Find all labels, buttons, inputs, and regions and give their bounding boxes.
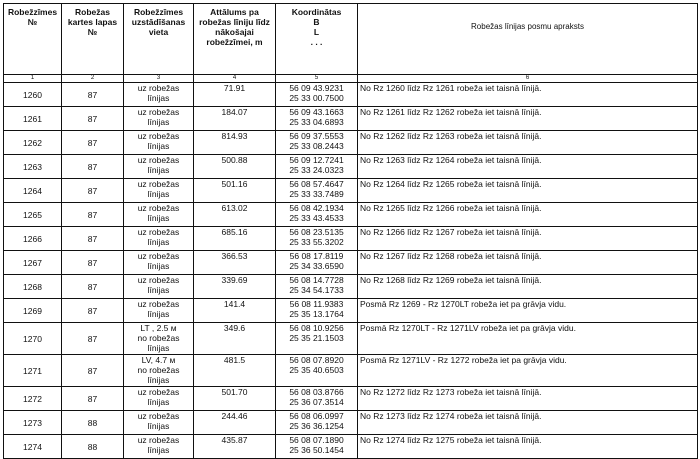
coordinate-b: 56 09 12.7241 bbox=[289, 155, 344, 165]
column-number-row bbox=[4, 75, 698, 83]
mark-number: 1268 bbox=[4, 275, 62, 299]
placement-line-2: līnijas bbox=[147, 421, 170, 431]
placement-line-2: līnijas bbox=[147, 309, 170, 319]
placement-line-1: uz robežas bbox=[137, 227, 180, 237]
segment-description: No Rz 1267 līdz Rz 1268 robeža iet taisnā līnijā. bbox=[358, 251, 698, 275]
distance-value: 349.6 bbox=[194, 323, 276, 355]
column-number: 2 bbox=[62, 75, 124, 83]
segment-description: No Rz 1260 līdz Rz 1261 robeža iet taisnā līnijā. bbox=[358, 83, 698, 107]
placement-line-1: uz robežas bbox=[137, 387, 180, 397]
mark-number: 1274 bbox=[4, 435, 62, 459]
coordinate-b: 56 08 42.1934 bbox=[289, 203, 344, 213]
placement-line-2: līnijas bbox=[147, 445, 170, 455]
coordinate-l: 25 33 33.7489 bbox=[289, 189, 344, 199]
map-sheet-number: 87 bbox=[62, 355, 124, 387]
coordinate-l: 25 34 33.6590 bbox=[289, 261, 344, 271]
placement-cell bbox=[124, 299, 194, 323]
header-coordinates bbox=[276, 4, 358, 75]
segment-description: No Rz 1264 līdz Rz 1265 robeža iet taisnā līnijā. bbox=[358, 179, 698, 203]
table-row bbox=[4, 203, 698, 227]
coordinate-b: 56 08 17.8119 bbox=[289, 251, 344, 261]
map-sheet-number: 87 bbox=[62, 227, 124, 251]
mark-number: 1271 bbox=[4, 355, 62, 387]
map-sheet-number: 88 bbox=[62, 435, 124, 459]
placement-line-1: uz robežas bbox=[137, 155, 180, 165]
column-number: 1 bbox=[4, 75, 62, 83]
mark-number: 1265 bbox=[4, 203, 62, 227]
distance-value: 435.87 bbox=[194, 435, 276, 459]
table-row bbox=[4, 387, 698, 411]
placement-line-1: no robežas bbox=[137, 365, 180, 375]
map-sheet-number: 87 bbox=[62, 323, 124, 355]
mark-number: 1263 bbox=[4, 155, 62, 179]
coordinates-cell bbox=[276, 411, 358, 435]
coordinate-b: 56 08 11.9383 bbox=[289, 299, 344, 309]
header-coordinates-title: Koordinātas bbox=[291, 7, 342, 17]
segment-description: Posmā Rz 1269 - Rz 1270LT robeža iet pa grāvja vidu. bbox=[358, 299, 698, 323]
placement-line-2: līnijas bbox=[147, 213, 170, 223]
coordinates-cell bbox=[276, 435, 358, 459]
map-sheet-number: 87 bbox=[62, 107, 124, 131]
coordinates-cell bbox=[276, 355, 358, 387]
map-sheet-number: 87 bbox=[62, 251, 124, 275]
table-row bbox=[4, 355, 698, 387]
mark-number: 1269 bbox=[4, 299, 62, 323]
coordinate-b: 56 08 10.9256 bbox=[289, 323, 344, 333]
boundary-marks-table bbox=[3, 3, 698, 459]
mark-number: 1261 bbox=[4, 107, 62, 131]
segment-description: No Rz 1266 līdz Rz 1267 robeža iet taisnā līnijā. bbox=[358, 227, 698, 251]
placement-line-1: uz robežas bbox=[137, 251, 180, 261]
coordinate-b: 56 08 23.5135 bbox=[289, 227, 344, 237]
segment-description: No Rz 1268 līdz Rz 1269 robeža iet taisnā līnijā. bbox=[358, 275, 698, 299]
coordinate-b: 56 08 57.4647 bbox=[289, 179, 344, 189]
header-placement: Robežzīmes uzstādīšanas vieta bbox=[124, 4, 194, 75]
segment-description: No Rz 1263 līdz Rz 1264 robeža iet taisnā līnijā. bbox=[358, 155, 698, 179]
mark-number: 1270 bbox=[4, 323, 62, 355]
placement-line-2: līnijas bbox=[147, 117, 170, 127]
column-number: 3 bbox=[124, 75, 194, 83]
map-sheet-number: 88 bbox=[62, 411, 124, 435]
distance-value: 500.88 bbox=[194, 155, 276, 179]
column-number: 6 bbox=[358, 75, 698, 83]
coordinates-cell bbox=[276, 155, 358, 179]
segment-description: No Rz 1272 līdz Rz 1273 robeža iet taisnā līnijā. bbox=[358, 387, 698, 411]
placement-line-2: līnijas bbox=[147, 343, 170, 353]
placement-cell bbox=[124, 387, 194, 411]
map-sheet-number: 87 bbox=[62, 179, 124, 203]
map-sheet-number: 87 bbox=[62, 155, 124, 179]
placement-line-1: uz robežas bbox=[137, 299, 180, 309]
coordinate-b: 56 08 14.7728 bbox=[289, 275, 344, 285]
segment-description: Posmā Rz 1270LT - Rz 1271LV robeža iet pa grāvja vidu. bbox=[358, 323, 698, 355]
coordinates-cell bbox=[276, 131, 358, 155]
coordinates-cell bbox=[276, 203, 358, 227]
header-mark-number: Robežzīmes № bbox=[4, 4, 62, 75]
table-row bbox=[4, 275, 698, 299]
coordinates-cell bbox=[276, 299, 358, 323]
placement-line-1: uz robežas bbox=[137, 411, 180, 421]
placement-line-2: līnijas bbox=[147, 189, 170, 199]
coordinate-b: 56 08 07.1890 bbox=[289, 435, 344, 445]
coordinate-l: 25 35 21.1503 bbox=[289, 333, 344, 343]
segment-description: Posmā Rz 1271LV - Rz 1272 robeža iet pa grāvja vidu. bbox=[358, 355, 698, 387]
header-distance: Attālums pa robežas līniju līdz nākošajai robežzīmei, m bbox=[194, 4, 276, 75]
placement-line-1: no robežas bbox=[137, 333, 180, 343]
placement-cell bbox=[124, 107, 194, 131]
column-number: 4 bbox=[194, 75, 276, 83]
placement-cell bbox=[124, 355, 194, 387]
map-sheet-number: 87 bbox=[62, 203, 124, 227]
table-row bbox=[4, 435, 698, 459]
coordinate-b: 56 08 06.0997 bbox=[289, 411, 344, 421]
table-row bbox=[4, 323, 698, 355]
mark-number: 1267 bbox=[4, 251, 62, 275]
header-row bbox=[4, 4, 698, 75]
distance-value: 613.02 bbox=[194, 203, 276, 227]
placement-line-2: līnijas bbox=[147, 93, 170, 103]
placement-line-2: līnijas bbox=[147, 141, 170, 151]
coordinate-l: 25 33 00.7500 bbox=[289, 93, 344, 103]
placement-cell bbox=[124, 411, 194, 435]
mark-number: 1262 bbox=[4, 131, 62, 155]
distance-value: 71.91 bbox=[194, 83, 276, 107]
placement-cell bbox=[124, 227, 194, 251]
placement-cell bbox=[124, 323, 194, 355]
placement-line-1: uz robežas bbox=[137, 179, 180, 189]
placement-line-2: līnijas bbox=[147, 375, 170, 385]
placement-cell bbox=[124, 203, 194, 227]
distance-value: 501.16 bbox=[194, 179, 276, 203]
coordinates-cell bbox=[276, 387, 358, 411]
placement-cell bbox=[124, 275, 194, 299]
distance-value: 184.07 bbox=[194, 107, 276, 131]
mark-number: 1266 bbox=[4, 227, 62, 251]
header-coordinates-dots: . . . bbox=[310, 37, 323, 47]
distance-value: 481.5 bbox=[194, 355, 276, 387]
coordinate-l: 25 33 24.0323 bbox=[289, 165, 344, 175]
placement-line-1: uz robežas bbox=[137, 107, 180, 117]
distance-value: 366.53 bbox=[194, 251, 276, 275]
coordinates-cell bbox=[276, 275, 358, 299]
coordinates-cell bbox=[276, 323, 358, 355]
placement-cell bbox=[124, 131, 194, 155]
mark-number: 1272 bbox=[4, 387, 62, 411]
distance-value: 685.16 bbox=[194, 227, 276, 251]
placement-line-2: līnijas bbox=[147, 237, 170, 247]
coordinate-l: 25 33 08.2443 bbox=[289, 141, 344, 151]
map-sheet-number: 87 bbox=[62, 299, 124, 323]
segment-description: No Rz 1273 līdz Rz 1274 robeža iet taisnā līnijā. bbox=[358, 411, 698, 435]
mark-number: 1260 bbox=[4, 83, 62, 107]
table-row bbox=[4, 131, 698, 155]
coordinate-l: 25 35 40.6503 bbox=[289, 365, 344, 375]
table-row bbox=[4, 107, 698, 131]
coordinate-b: 56 09 37.5553 bbox=[289, 131, 344, 141]
mark-number: 1273 bbox=[4, 411, 62, 435]
coordinate-b: 56 09 43.1663 bbox=[289, 107, 344, 117]
coordinate-b: 56 08 03.8766 bbox=[289, 387, 344, 397]
placement-line-2: līnijas bbox=[147, 397, 170, 407]
placement-cell bbox=[124, 251, 194, 275]
coordinates-cell bbox=[276, 227, 358, 251]
placement-cell bbox=[124, 83, 194, 107]
table-row bbox=[4, 299, 698, 323]
segment-description: No Rz 1274 līdz Rz 1275 robeža iet taisnā līnijā. bbox=[358, 435, 698, 459]
map-sheet-number: 87 bbox=[62, 387, 124, 411]
table-row bbox=[4, 155, 698, 179]
map-sheet-number: 87 bbox=[62, 275, 124, 299]
coordinates-cell bbox=[276, 107, 358, 131]
placement-line-2: līnijas bbox=[147, 261, 170, 271]
distance-value: 501.70 bbox=[194, 387, 276, 411]
map-sheet-number: 87 bbox=[62, 131, 124, 155]
distance-value: 339.69 bbox=[194, 275, 276, 299]
header-coordinates-b: B bbox=[313, 17, 320, 27]
header-map-sheet: Robežas kartes lapas № bbox=[62, 4, 124, 75]
placement-line-1: uz robežas bbox=[137, 203, 180, 213]
placement-line-1: uz robežas bbox=[137, 435, 180, 445]
coordinate-l: 25 33 55.3202 bbox=[289, 237, 344, 247]
header-description: Robežas līnijas posmu apraksts bbox=[358, 4, 698, 75]
coordinates-cell bbox=[276, 251, 358, 275]
coordinate-l: 25 33 04.6893 bbox=[289, 117, 344, 127]
mark-number: 1264 bbox=[4, 179, 62, 203]
placement-cell bbox=[124, 179, 194, 203]
distance-value: 814.93 bbox=[194, 131, 276, 155]
distance-value: 141.4 bbox=[194, 299, 276, 323]
coordinate-l: 25 36 50.1454 bbox=[289, 445, 344, 455]
coordinate-l: 25 33 43.4533 bbox=[289, 213, 344, 223]
coordinates-cell bbox=[276, 179, 358, 203]
table-row bbox=[4, 251, 698, 275]
placement-offset: LV, 4.7 м bbox=[141, 355, 176, 365]
segment-description: No Rz 1262 līdz Rz 1263 robeža iet taisnā līnijā. bbox=[358, 131, 698, 155]
placement-line-2: līnijas bbox=[147, 285, 170, 295]
map-sheet-number: 87 bbox=[62, 83, 124, 107]
column-number: 5 bbox=[276, 75, 358, 83]
placement-line-1: uz robežas bbox=[137, 131, 180, 141]
placement-cell bbox=[124, 155, 194, 179]
header-coordinates-l: L bbox=[313, 27, 320, 37]
coordinate-b: 56 08 07.8920 bbox=[289, 355, 344, 365]
table-row bbox=[4, 227, 698, 251]
segment-description: No Rz 1265 līdz Rz 1266 robeža iet taisnā līnijā. bbox=[358, 203, 698, 227]
coordinates-cell bbox=[276, 83, 358, 107]
coordinate-l: 25 36 36.1254 bbox=[289, 421, 344, 431]
table-row bbox=[4, 83, 698, 107]
coordinate-b: 56 09 43.9231 bbox=[289, 83, 344, 93]
placement-offset: LT , 2.5 м bbox=[140, 323, 177, 333]
distance-value: 244.46 bbox=[194, 411, 276, 435]
table-row bbox=[4, 179, 698, 203]
coordinate-l: 25 36 07.3514 bbox=[289, 397, 344, 407]
segment-description: No Rz 1261 līdz Rz 1262 robeža iet taisnā līnijā. bbox=[358, 107, 698, 131]
table-body bbox=[4, 83, 698, 459]
placement-line-1: uz robežas bbox=[137, 83, 180, 93]
coordinate-l: 25 35 13.1764 bbox=[289, 309, 344, 319]
coordinate-l: 25 34 54.1733 bbox=[289, 285, 344, 295]
placement-line-2: līnijas bbox=[147, 165, 170, 175]
placement-line-1: uz robežas bbox=[137, 275, 180, 285]
table-row bbox=[4, 411, 698, 435]
placement-cell bbox=[124, 435, 194, 459]
